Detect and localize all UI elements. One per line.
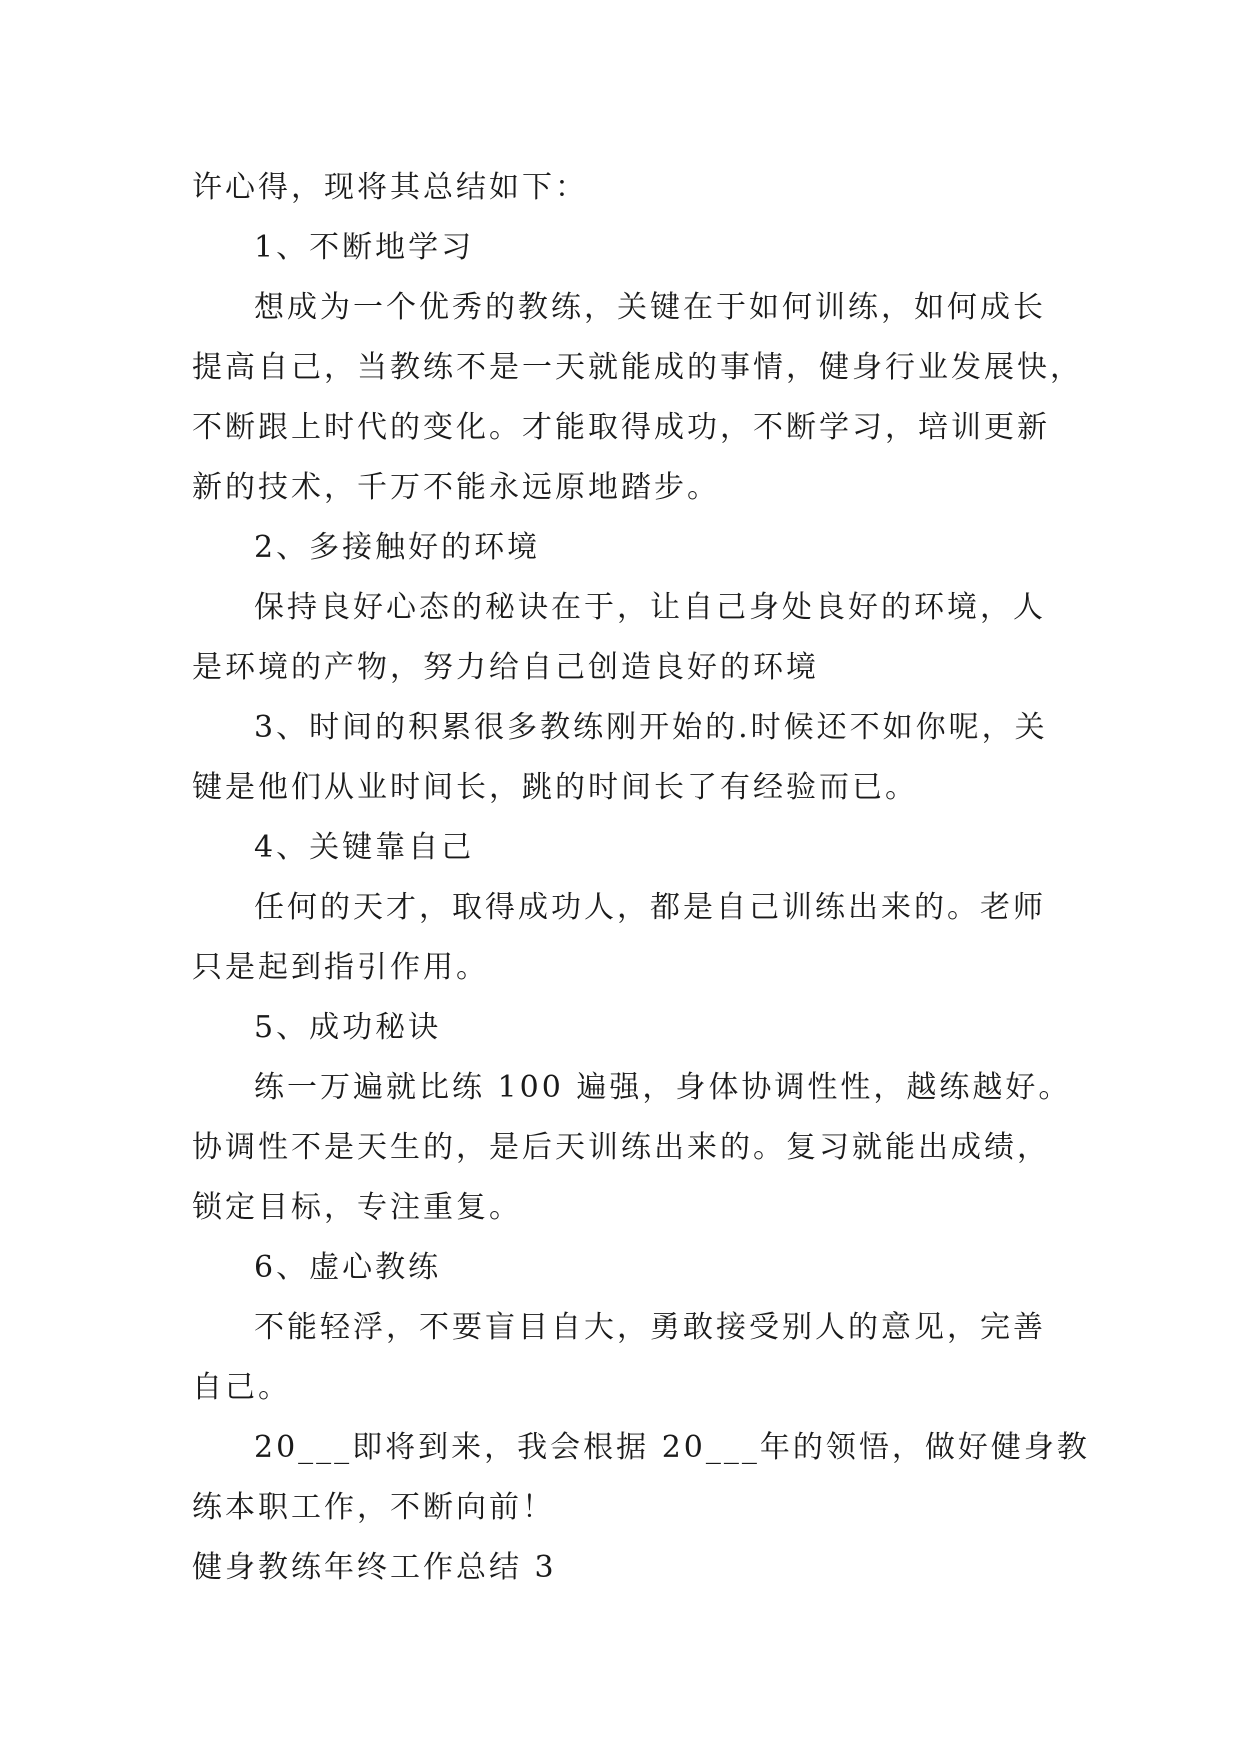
document-title: 健身教练年终工作总结 3 — [192, 1550, 557, 1585]
section-heading: 4、关键靠自己 — [254, 830, 475, 865]
paragraph-line: 锁定目标，专注重复。 — [192, 1190, 522, 1225]
paragraph-line: 不能轻浮，不要盲目自大，勇敢接受别人的意见，完善 — [254, 1310, 1046, 1345]
paragraph-line: 只是起到指引作用。 — [192, 950, 489, 985]
paragraph-line: 练一万遍就比练 100 遍强，身体协调性性，越练越好。 — [254, 1070, 1072, 1105]
paragraph-line: 提高自己，当教练不是一天就能成的事情，健身行业发展快， — [192, 350, 1083, 385]
section-heading: 5、成功秘诀 — [254, 1010, 442, 1045]
section-heading: 2、多接触好的环境 — [254, 530, 541, 565]
paragraph-line: 许心得，现将其总结如下： — [192, 170, 588, 205]
paragraph-line: 想成为一个优秀的教练，关键在于如何训练，如何成长 — [254, 290, 1046, 325]
paragraph-line: 新的技术，千万不能永远原地踏步。 — [192, 470, 720, 505]
paragraph-line: 键是他们从业时间长，跳的时间长了有经验而已。 — [192, 770, 918, 805]
paragraph-line: 任何的天才，取得成功人，都是自己训练出来的。老师 — [254, 890, 1046, 925]
section-heading: 3、时间的积累很多教练刚开始的.时候还不如你呢，关 — [254, 710, 1048, 745]
document-body — [192, 158, 1090, 1598]
paragraph-line: 协调性不是天生的，是后天训练出来的。复习就能出成绩， — [192, 1130, 1050, 1165]
paragraph-line: 练本职工作，不断向前！ — [192, 1490, 555, 1525]
paragraph-line: 不断跟上时代的变化。才能取得成功，不断学习，培训更新 — [192, 410, 1050, 445]
paragraph-line: 20___即将到来，我会根据 20___年的领悟，做好健身教 — [254, 1430, 1090, 1465]
section-heading: 1、不断地学习 — [254, 230, 475, 265]
paragraph-line: 自己。 — [192, 1370, 291, 1405]
paragraph-line: 保持良好心态的秘诀在于，让自己身处良好的环境，人 — [254, 590, 1046, 625]
paragraph-line: 是环境的产物，努力给自己创造良好的环境 — [192, 650, 819, 685]
section-heading: 6、虚心教练 — [254, 1250, 442, 1285]
